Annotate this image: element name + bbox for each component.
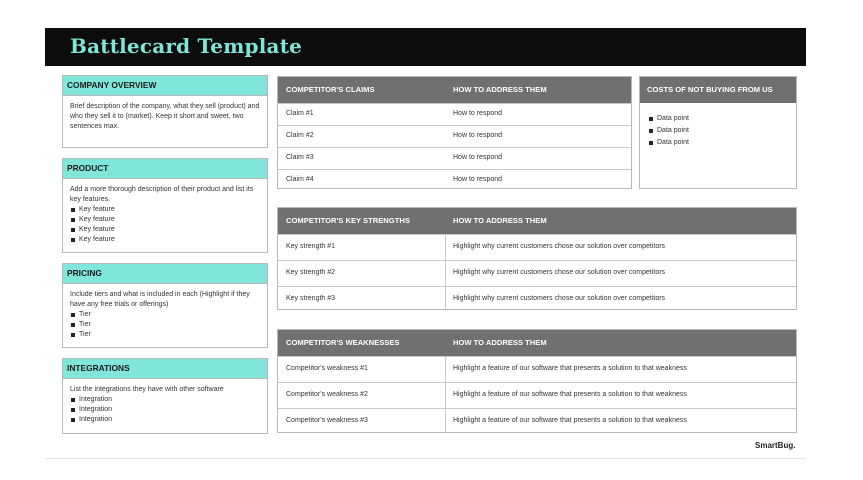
- strengths-table: [277, 207, 797, 310]
- table-cell: How to respond: [453, 110, 503, 117]
- list-item: Tier: [70, 320, 261, 330]
- weaknesses-table: [277, 329, 797, 433]
- section-text: List the integrations they have with other software: [70, 386, 224, 393]
- section-heading: PRICING: [63, 264, 267, 284]
- table-row: [278, 356, 796, 382]
- smartbug-logo: SmartBug.: [755, 441, 796, 450]
- integrations-section: [62, 358, 268, 434]
- list-item: Integration: [70, 405, 261, 415]
- table-row: [278, 408, 796, 434]
- list-item: Data point: [648, 137, 796, 149]
- list-item: Key feature: [70, 215, 261, 225]
- table-row: [278, 286, 796, 311]
- section-heading: PRODUCT: [63, 159, 267, 179]
- table-cell: Highlight a feature of our software that presents a solution to that weakness: [453, 417, 687, 424]
- table-cell: Claim #1: [286, 110, 314, 117]
- column-header: COMPETITOR'S WEAKNESSES: [286, 338, 400, 347]
- table-cell: Highlight a feature of our software that presents a solution to that weakness: [453, 391, 687, 398]
- list-item: Data point: [648, 125, 796, 137]
- product-section: [62, 158, 268, 253]
- table-cell: Highlight why current customers chose our solution over competitors: [453, 295, 666, 302]
- table-header: [278, 330, 796, 356]
- section-text: Include tiers and what is included in each (Highlight if they have any free trials or offerings): [70, 291, 250, 308]
- table-cell: Key strength #2: [286, 269, 336, 276]
- section-body: [63, 379, 267, 429]
- table-header: [278, 77, 631, 103]
- integration-list: [70, 395, 261, 425]
- table-cell: Highlight why current customers chose our solution over competitors: [453, 269, 666, 276]
- table-row: [278, 260, 796, 286]
- column-header: COMPETITOR'S CLAIMS: [286, 85, 375, 94]
- table-cell: Competitor's weakness #1: [286, 365, 368, 372]
- table-row: [278, 103, 631, 125]
- header-bar: [45, 28, 806, 66]
- table-cell: Claim #2: [286, 132, 314, 139]
- section-body: [63, 284, 267, 344]
- costs-box: [639, 76, 797, 189]
- list-item: Integration: [70, 415, 261, 425]
- table-cell: Competitor's weakness #2: [286, 391, 368, 398]
- table-cell: How to respond: [453, 154, 503, 161]
- table-cell: Highlight why current customers chose our solution over competitors: [453, 243, 666, 250]
- list-item: Key feature: [70, 225, 261, 235]
- table-header: [640, 77, 796, 103]
- table-row: [278, 169, 631, 190]
- table-row: [278, 234, 796, 260]
- list-item: Integration: [70, 395, 261, 405]
- table-row: [278, 125, 631, 147]
- table-header: [278, 208, 796, 234]
- section-text: Brief description of the company, what they sell (product) and who they sell it to (market). Keep it short and sweet, two sentences max.: [70, 103, 260, 130]
- feature-list: [70, 205, 261, 245]
- section-text: Add a more thorough description of their product and list its key features.: [70, 186, 254, 203]
- column-header: HOW TO ADDRESS THEM: [453, 85, 547, 94]
- list-item: Tier: [70, 330, 261, 340]
- pricing-section: [62, 263, 268, 348]
- table-cell: Highlight a feature of our software that presents a solution to that weakness: [453, 365, 687, 372]
- table-cell: How to respond: [453, 132, 503, 139]
- column-header: HOW TO ADDRESS THEM: [453, 216, 547, 225]
- table-row: [278, 147, 631, 169]
- table-cell: Claim #4: [286, 176, 314, 183]
- table-cell: Claim #3: [286, 154, 314, 161]
- list-item: Tier: [70, 310, 261, 320]
- table-row: [278, 382, 796, 408]
- list-item: Key feature: [70, 205, 261, 215]
- company-overview-section: [62, 75, 268, 148]
- battlecard: [45, 28, 806, 459]
- column-header: COMPETITOR'S KEY STRENGTHS: [286, 216, 410, 225]
- claims-table: [277, 76, 632, 189]
- list-item: Key feature: [70, 235, 261, 245]
- page-title: Battlecard Template: [70, 34, 303, 58]
- section-body: [63, 179, 267, 249]
- list-item: Data point: [648, 113, 796, 125]
- section-heading: COMPANY OVERVIEW: [63, 76, 267, 96]
- section-heading: INTEGRATIONS: [63, 359, 267, 379]
- tier-list: [70, 310, 261, 340]
- column-header: HOW TO ADDRESS THEM: [453, 338, 547, 347]
- table-cell: Key strength #3: [286, 295, 336, 302]
- column-header: COSTS OF NOT BUYING FROM US: [647, 85, 773, 94]
- data-point-list: [648, 113, 796, 149]
- table-cell: How to respond: [453, 176, 503, 183]
- table-cell: Key strength #1: [286, 243, 336, 250]
- table-cell: Competitor's weakness #3: [286, 417, 368, 424]
